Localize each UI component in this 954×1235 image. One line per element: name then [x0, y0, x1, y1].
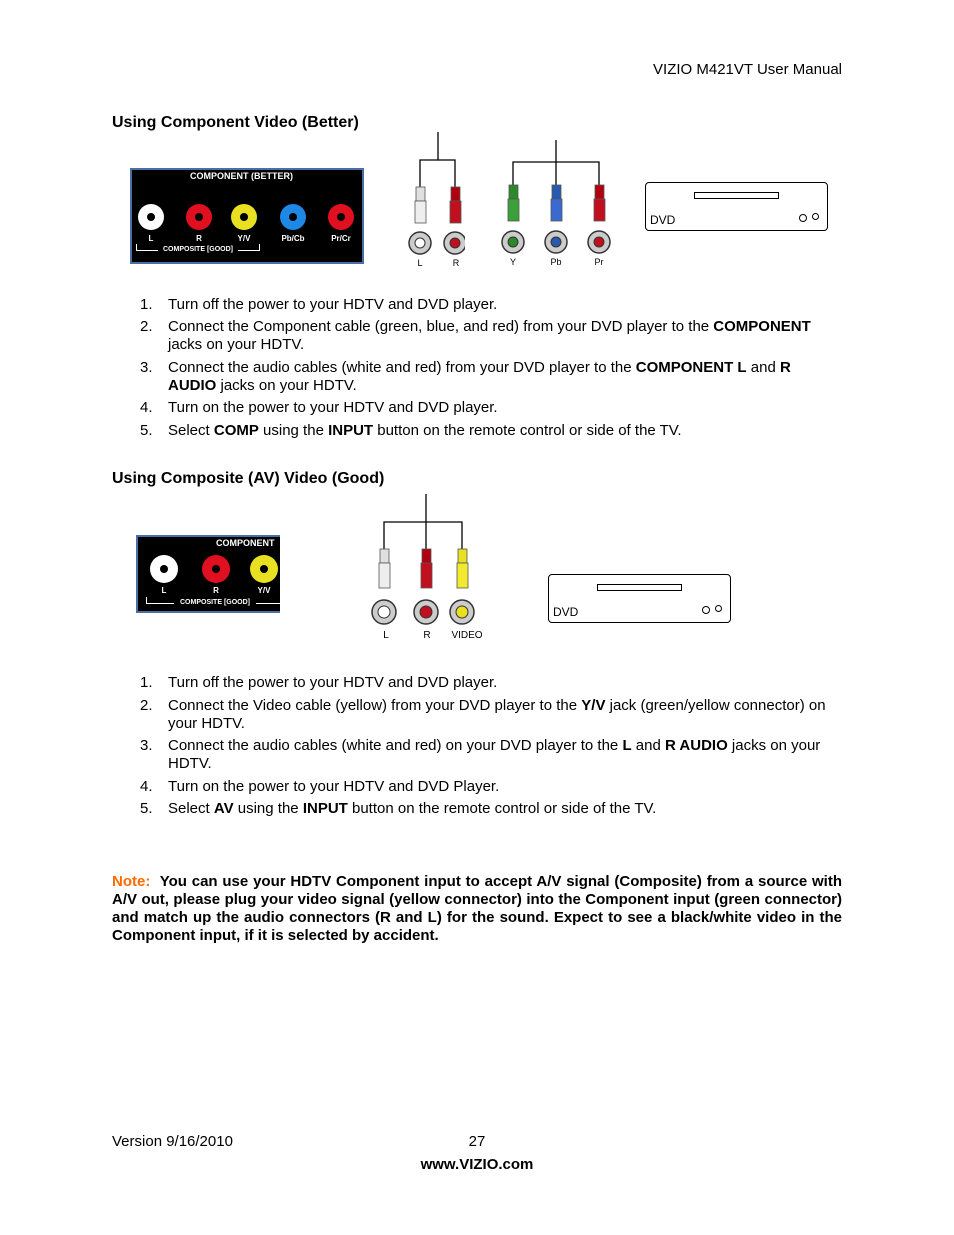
jack-label: L [161, 586, 167, 595]
dvd-label: DVD [650, 213, 676, 227]
composite-panel-image [136, 535, 280, 613]
cable-label: L [417, 258, 423, 268]
jack-label: Pr/Cr [331, 234, 351, 243]
cable-label: Pb [550, 257, 562, 267]
list-item [112, 422, 842, 440]
step-text: Connect the Video cable (yellow) from your DVD player to the Y/V jack (green/yellow connector) on your HDTV. [168, 697, 826, 732]
jack-l [138, 204, 164, 230]
jack-label: L [148, 234, 154, 243]
audio-cables-illustration [405, 132, 465, 272]
step-number: 1. [140, 674, 153, 691]
step-text: Turn off the power to your HDTV and DVD player. [168, 674, 498, 691]
step-text: Turn on the power to your HDTV and DVD player. [168, 399, 498, 416]
jack-prcr [328, 204, 354, 230]
step-text: Select COMP using the INPUT button on the remote control or side of the TV. [168, 422, 682, 439]
step-text: Connect the Component cable (green, blue, and red) from your DVD player to the COMPONENT jacks on your HDTV. [168, 318, 811, 353]
step-text: Turn on the power to your HDTV and DVD Player. [168, 778, 500, 795]
list-item [112, 296, 842, 314]
list-item [112, 697, 842, 733]
step-number: 3. [140, 359, 153, 376]
page-number: 27 [468, 1133, 486, 1150]
composite-steps-list [112, 674, 842, 818]
step-number: 5. [140, 422, 153, 439]
jack-l [150, 555, 178, 583]
manual-title: VIZIO M421VT User Manual [653, 61, 842, 78]
dvd-disc-slot [597, 584, 682, 591]
jack-r [186, 204, 212, 230]
jack-pbcb [280, 204, 306, 230]
jack-label: R [196, 234, 202, 243]
dvd-button-icon [812, 213, 819, 220]
component-steps-list [112, 296, 842, 440]
step-text: Connect the audio cables (white and red) from your DVD player to the COMPONENT L and R AUDIO jacks on your HDTV. [168, 359, 791, 394]
dvd-button-icon [702, 606, 710, 614]
list-item [112, 737, 842, 773]
list-item [112, 359, 842, 395]
panel-title: COMPONENT [216, 538, 275, 548]
component-section-title: Using Component Video (Better) [112, 114, 359, 131]
jack-yv [231, 204, 257, 230]
step-number: 5. [140, 800, 153, 817]
dvd-label: DVD [553, 605, 579, 619]
cable-label: R [423, 630, 431, 641]
note-paragraph [112, 873, 842, 945]
component-cables-illustration [495, 140, 615, 270]
dvd-player-illustration [548, 574, 731, 623]
step-text: Turn off the power to your HDTV and DVD player. [168, 296, 498, 313]
panel-title: COMPONENT (BETTER) [190, 171, 293, 181]
jack-label: Y/V [237, 234, 251, 243]
step-number: 1. [140, 296, 153, 313]
version-text: Version 9/16/2010 [112, 1133, 233, 1150]
step-number: 2. [140, 318, 153, 335]
step-text: Select AV using the INPUT button on the remote control or side of the TV. [168, 800, 657, 817]
list-item [112, 399, 842, 417]
step-number: 4. [140, 399, 153, 416]
step-number: 4. [140, 778, 153, 795]
list-item [112, 778, 842, 796]
composite-cables-illustration [365, 494, 490, 644]
composite-label: COMPOSITE [GOOD] [158, 246, 238, 253]
cable-label: R [452, 258, 460, 268]
step-number: 3. [140, 737, 153, 754]
jack-label: R [213, 586, 219, 595]
dvd-disc-slot [694, 192, 779, 199]
footer-url: www.VIZIO.com [420, 1156, 534, 1173]
note-text: You can use your HDTV Component input to accept A/V signal (Composite) from a source with A/V out, please plug your video signal (yellow connector) into the Component input (green connector) and match up the audio connectors (R and L) for the sound. Expect to see a black/white video in the Component input, if it is selected by accident. [112, 873, 842, 944]
dvd-button-icon [715, 605, 722, 612]
cable-label: L [383, 630, 389, 641]
dvd-player-illustration [645, 182, 828, 231]
jack-label: Y/V [257, 586, 271, 595]
cable-label: VIDEO [451, 630, 483, 641]
cable-label: Y [509, 257, 517, 267]
jack-label: Pb/Cb [281, 234, 305, 243]
step-number: 2. [140, 697, 153, 714]
note-label: Note: [112, 873, 151, 890]
composite-label: COMPOSITE [GOOD] [174, 599, 256, 606]
list-item [112, 800, 842, 818]
list-item [112, 674, 842, 692]
jack-yv [250, 555, 278, 583]
jack-r [202, 555, 230, 583]
composite-section-title: Using Composite (AV) Video (Good) [112, 470, 385, 487]
list-item [112, 318, 842, 354]
component-panel-image [130, 168, 364, 264]
dvd-button-icon [799, 214, 807, 222]
cable-label: Pr [594, 257, 604, 267]
step-text: Connect the audio cables (white and red) on your DVD player to the L and R AUDIO jacks on your HDTV. [168, 737, 821, 772]
